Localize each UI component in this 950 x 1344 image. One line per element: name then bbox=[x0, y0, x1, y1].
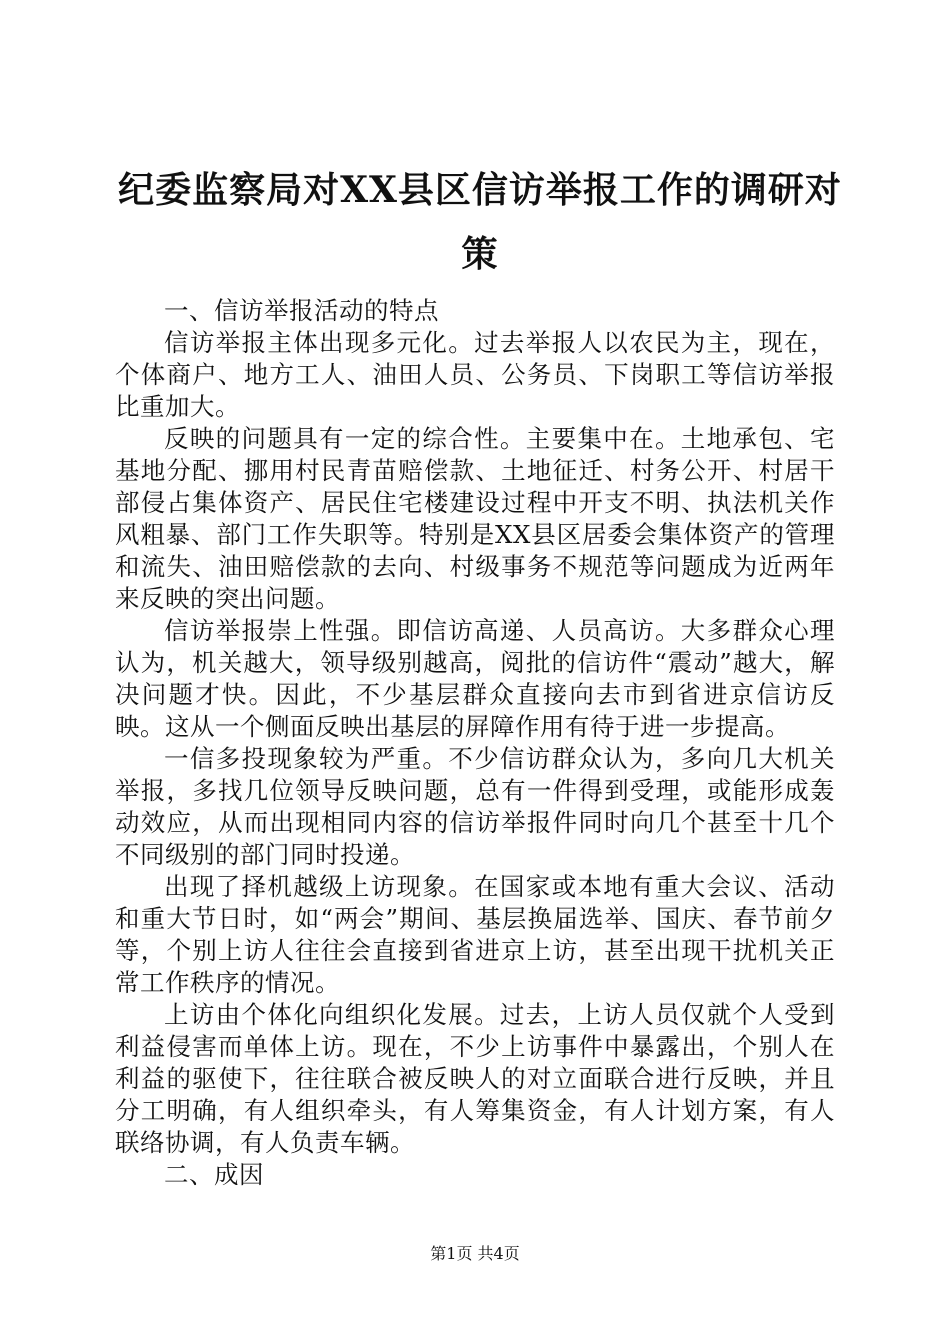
body-paragraph: 信访举报崇上性强。即信访高递、人员高访。大多群众心理认为，机关越大，领导级别越高，阅批的信访件“震动”越大，解决问题才快。因此，不少基层群众直接向去市到省进京信访反映。这从一个侧面反映出基层的屏障作用有待于进一步提高。 bbox=[115, 616, 835, 741]
section-heading: 一、信访举报活动的特点 bbox=[164, 296, 439, 325]
body-paragraph: 信访举报主体出现多元化。过去举报人以农民为主，现在，个体商户、地方工人、油田人员、公务员、下岗职工等信访举报比重加大。 bbox=[115, 328, 835, 421]
body-paragraph: 一信多投现象较为严重。不少信访群众认为，多向几大机关举报，多找几位领导反映问题，总有一件得到受理，或能形成轰动效应，从而出现相同内容的信访举报件同时向几个甚至十几个不同级别的部门同时投递。 bbox=[115, 744, 835, 869]
section-heading: 二、成因 bbox=[164, 1160, 264, 1189]
body-paragraph: 反映的问题具有一定的综合性。主要集中在。土地承包、宅基地分配、挪用村民青苗赔偿款、土地征迁、村务公开、村居干部侵占集体资产、居民住宅楼建设过程中开支不明、执法机关作风粗暴、部门工作失职等。特别是XX县区居委会集体资产的管理和流失、油田赔偿款的去向、村级事务不规范等问题成为近两年来反映的突出问题。 bbox=[115, 424, 835, 613]
body-paragraph: 上访由个体化向组织化发展。过去，上访人员仅就个人受到利益侵害而单体上访。现在，不少上访事件中暴露出，个别人在利益的驱使下，往往联合被反映人的对立面联合进行反映，并且分工明确，有人组织牵头，有人筹集资金，有人计划方案，有人联络协调，有人负责车辆。 bbox=[115, 1000, 835, 1157]
document-title: 纪委监察局对XX县区信访举报工作的调研对策 bbox=[118, 169, 842, 275]
page-number: 第1页 共4页 bbox=[430, 1244, 520, 1263]
document-body bbox=[115, 295, 835, 1191]
body-paragraph: 出现了择机越级上访现象。在国家或本地有重大会议、活动和重大节日时，如“两会”期间、基层换届选举、国庆、春节前夕等，个别上访人往往会直接到省进京上访，甚至出现干扰机关正常工作秩序的情况。 bbox=[115, 872, 835, 997]
